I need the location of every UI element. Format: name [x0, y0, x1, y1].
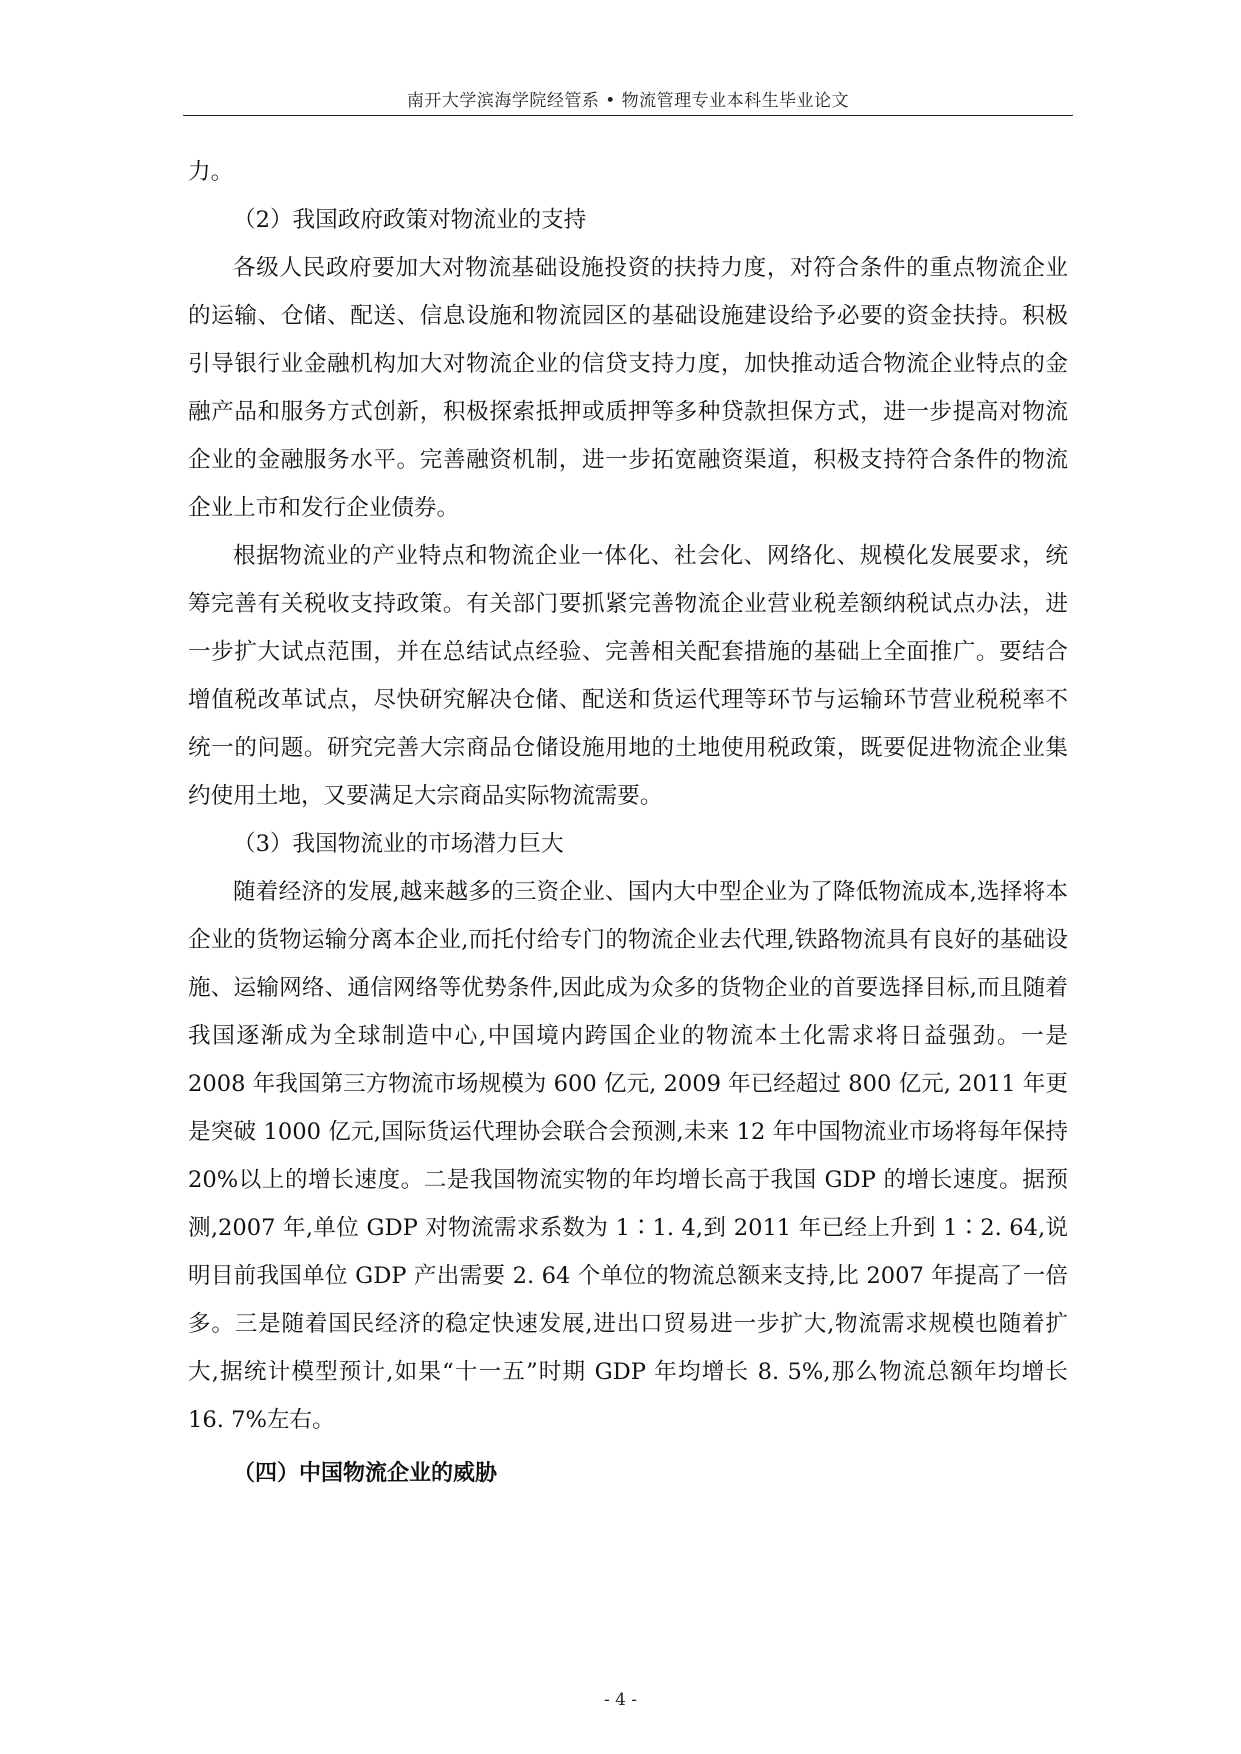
paragraph-continuation: 力。 — [188, 159, 234, 185]
page-header: 南开大学滨海学院经管系 • 物流管理专业本科生毕业论文 — [406, 91, 850, 111]
subheading-market-potential: （3）我国物流业的市场潜力巨大 — [233, 831, 564, 857]
paragraph-infrastructure-support: 各级人民政府要加大对物流基础设施投资的扶持力度，对符合条件的重点物流企业的运输、仓储、配送、信息设施和物流园区的基础设施建设给予必要的资金扶持。积极引导银行业金融机构加大对物流企业的信贷支持力度，加快推动适合物流企业特点的金融产品和服务方式创新，积极探索抵押或质押等多种贷款担保方式，进一步提高对物流企业的金融服务水平。完善融资机制，进一步拓宽融资渠道，积极支持符合条件的物流企业上市和发行企业债券。 — [188, 255, 1068, 521]
page-number: - 4 - — [603, 1690, 638, 1710]
paragraph-tax-policy: 根据物流业的产业特点和物流企业一体化、社会化、网络化、规模化发展要求，统筹完善有关税收支持政策。有关部门要抓紧完善物流企业营业税差额纳税试点办法，进一步扩大试点范围，并在总结试点经验、完善相关配套措施的基础上全面推广。要结合增值税改革试点，尽快研究解决仓储、配送和货运代理等环节与运输环节营业税税率不统一的问题。研究完善大宗商品仓储设施用地的土地使用税政策，既要促进物流企业集约使用土地，又要满足大宗商品实际物流需要。 — [188, 543, 1068, 809]
section-heading-threats: （四）中国物流企业的威胁 — [233, 1461, 498, 1486]
paragraph-market-growth: 随着经济的发展,越来越多的三资企业、国内大中型企业为了降低物流成本,选择将本企业的货物运输分离本企业,而托付给专门的物流企业去代理,铁路物流具有良好的基础设施、运输网络、通信网络等优势条件,因此成为众多的货物企业的首要选择目标,而且随着我国逐渐成为全球制造中心,中国境内跨国企业的物流本土化需求将日益强劲。一是 2008 年我国第三方物流市场规模为 600 亿元, 2009 年已经超过 800 亿元, 2011 年更是突破 1000 亿元,国际货运代理协会联合会预测,未来 12 年中国物流业市场将每年保持 20%以上的增长速度。二是我国物流实物的年均增长高于我国 GDP 的增长速度。据预测,2007 年,单位 GDP 对物流需求系数为 1∶1. 4,到 2011 年已经上升到 1∶2. 64,说明目前我国单位 GDP 产出需要 2. 64 个单位的物流总额来支持,比 2007 年提高了一倍多。三是随着国民经济的稳定快速发展,进出口贸易进一步扩大,物流需求规模也随着扩大,据统计模型预计,如果“十一五”时期 GDP 年均增长 8. 5%,那么物流总额年均增长 16. 7%左右。 — [188, 879, 1068, 1433]
header-divider — [183, 115, 1073, 116]
subheading-policy-support: （2）我国政府政策对物流业的支持 — [233, 207, 587, 233]
document-body — [188, 148, 1068, 1498]
